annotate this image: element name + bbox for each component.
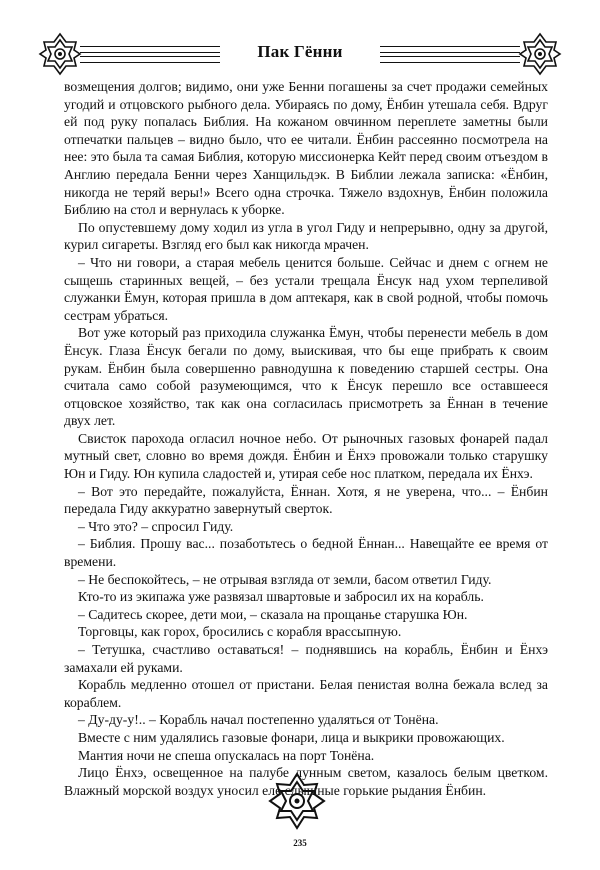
paragraph: Вместе с ним удалялись газовые фонари, лица и выкрики провожающих. bbox=[78, 729, 505, 745]
paragraph: Свисток парохода огласил ночное небо. От рыночных газовых фонарей падал мутный свет, словно во время дождя. Ёнбин и Ёнхэ провожали только старушку Юн и Гиду. Юн купила сладостей и, утирая себе нос платком, передала их Ёнхэ. bbox=[64, 430, 548, 482]
paragraph: Лицо Ёнхэ, освещенное на палубе лунным светом, казалось белым цветком. Влажный морской воздух уносил еле слышные горькие рыдания Ёнбин. bbox=[64, 765, 548, 798]
ornament-icon bbox=[268, 772, 326, 830]
paragraph: – Вот это передайте, пожалуйста, Ённан. Хотя, я не уверена, что... – Ёнбин передала Гиду аккуратно завернутый сверток. bbox=[64, 483, 548, 517]
paragraph: Мантия ночи не спеша опускалась на порт Тонёна. bbox=[78, 747, 375, 763]
paragraph: Вот уже который раз приходила служанка Ёмун, чтобы перенести мебель в дом Ёнсук. Глаза Ёнсук бегали по дому, выискивая, что бы еще прибрать к своим рукам. Ёнбин была совершенно равнодушна к поведению старшей сестры. Она считала само собой разумеющимся, что к Ёнсук перешло все оставшееся отцовское хозяйство, так как она согласилась присмотреть за Ённан в течение двух лет. bbox=[64, 325, 548, 429]
paragraph: По опустевшему дому ходил из угла в угол Гиду и непрерывно, одну за другой, курил сигареты. Взгляд его был как никогда мрачен. bbox=[64, 219, 548, 253]
paragraph: – Ду-ду-у!.. – Корабль начал постепенно удаляться от Тонёна. bbox=[78, 712, 439, 728]
header-rule-left bbox=[80, 46, 220, 53]
paragraph: – Не беспокойтесь, – не отрывая взгляда от земли, басом ответил Гиду. bbox=[78, 571, 492, 587]
header-rule-left-thin bbox=[80, 56, 220, 63]
header-rule-right-thin bbox=[380, 56, 520, 63]
running-title: Пак Гённи bbox=[257, 42, 343, 61]
body-text bbox=[64, 78, 548, 799]
page-header bbox=[20, 34, 580, 74]
paragraph: Корабль медленно отошел от пристани. Белая пенистая волна бежала вслед за кораблем. bbox=[64, 677, 548, 710]
paragraph: Торговцы, как горох, бросились с корабля врассыпную. bbox=[78, 624, 402, 640]
paragraph: – Тетушка, счастливо оставаться! – поднявшись на корабль, Ёнбин и Ёнхэ замахали ей руками. bbox=[64, 642, 548, 675]
page-number: 235 bbox=[293, 838, 307, 848]
paragraph: возмещения долгов; видимо, они уже Бенни погашены за счет продажи семейных угодий и отцовского рыбного дела. Убираясь по дому, Ёнбин утешала себя. Вдруг ей под руку попалась Библия. На кожаном овчинном переплете заметны были отпечатки пальцев – видно было, что ее читали. Ёнбин рассеянно посмотрела на нее: это была та самая Библия, которую миссионерка Кейт перед своим отъездом в Англию передала Бенни через Ханщильдэк. В Библии лежала записка: «Ёнбин, никогда не теряй веры!» Всего одна строчка. Тяжело вздохнув, Ёнбин положила Библию на стол и вернулась к уборке. bbox=[64, 79, 548, 218]
header-rule-right bbox=[380, 46, 520, 53]
paragraph: – Библия. Прошу вас... позаботьтесь о бедной Ённан... Навещайте ее время от времени. bbox=[64, 536, 548, 570]
paragraph: Кто-то из экипажа уже развязал швартовые и забросил их на корабль. bbox=[78, 589, 484, 605]
paragraph: – Садитесь скорее, дети мои, – сказала на прощанье старушка Юн. bbox=[78, 606, 468, 622]
ornament-icon bbox=[518, 32, 562, 76]
paragraph: – Что ни говори, а старая мебель ценится больше. Сейчас и днем с огнем не сыщешь старинных вещей, – без устали трещала Ёнсук над ухом терпеливой служанки Ёмун, которая пришла в дом аптекаря, как в свой родной, чтобы помочь сестрам убраться. bbox=[64, 254, 548, 323]
ornament-icon bbox=[38, 32, 82, 76]
paragraph: – Что это? – спросил Гиду. bbox=[78, 518, 234, 534]
